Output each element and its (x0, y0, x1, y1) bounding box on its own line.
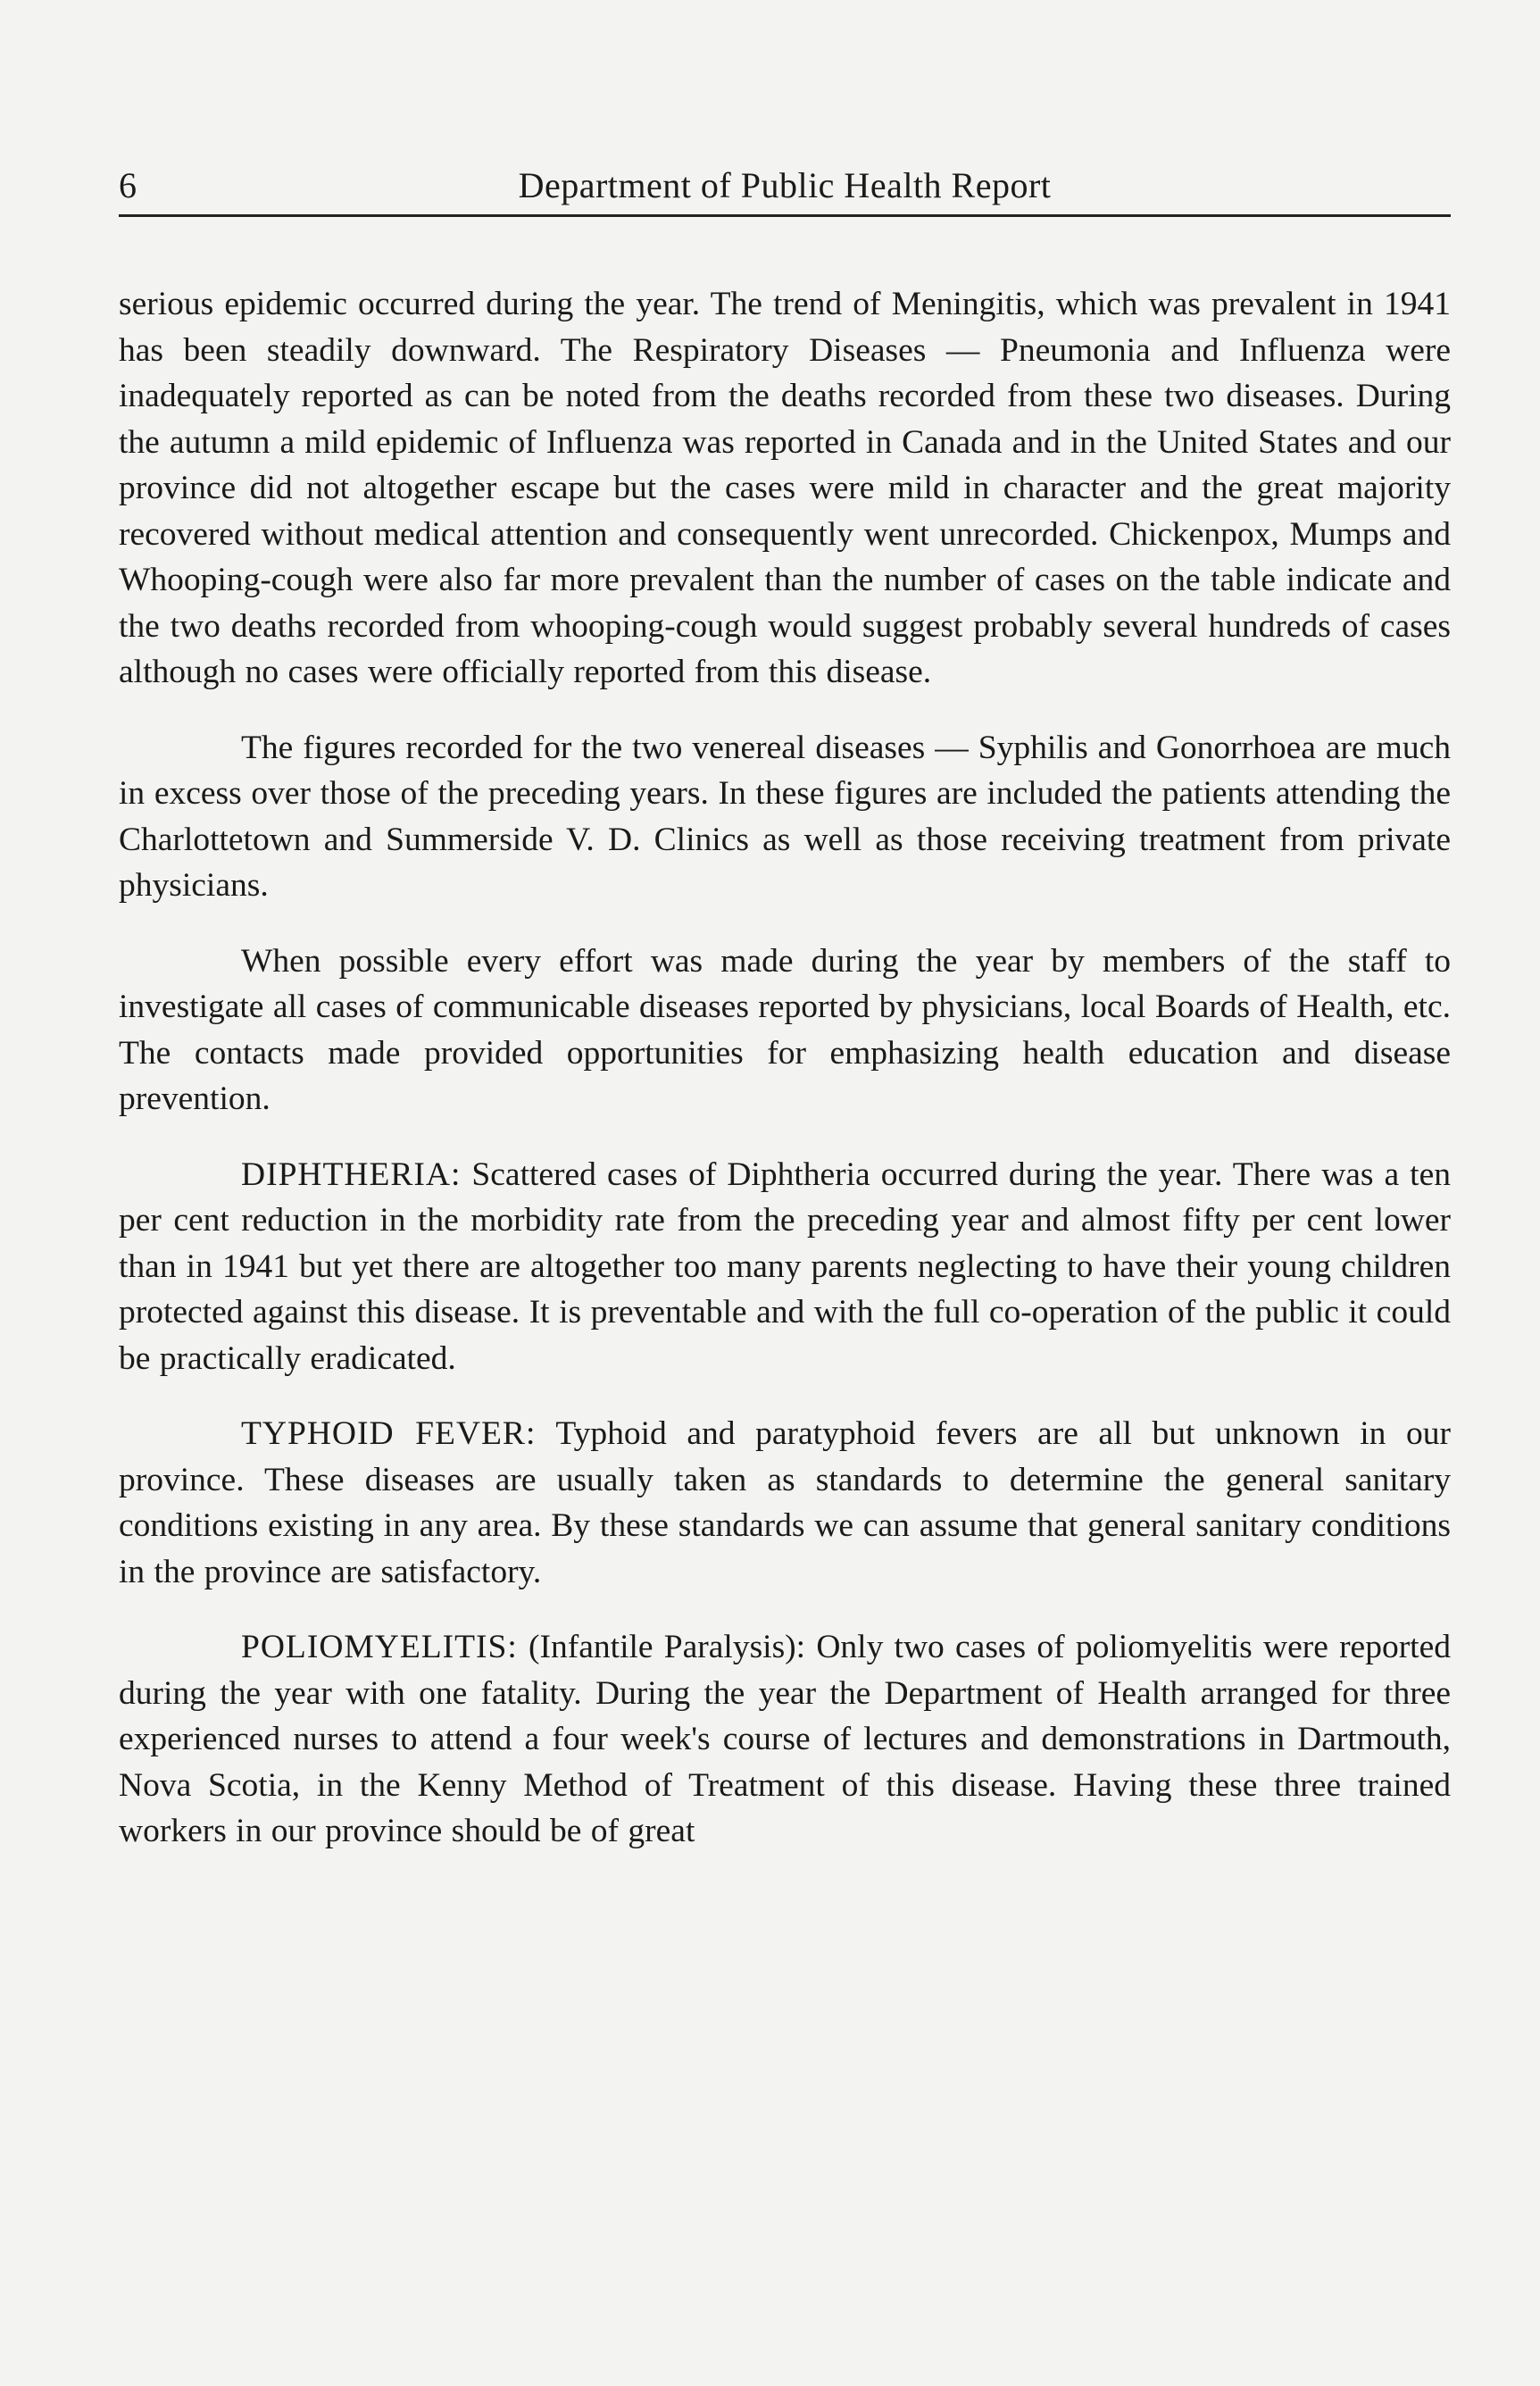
paragraph-epidemic-summary (119, 281, 1451, 696)
paragraph-typhoid (119, 1411, 1451, 1595)
running-title: Department of Public Health Report (518, 165, 1052, 205)
paragraph-venereal-diseases (119, 725, 1451, 909)
paragraph-text: Typhoid and paratyphoid fevers are all but unknown in our province. These diseases are usually taken as standards to determine the general sanitary conditions existing in any area. By these standards we can assume that general sanitary conditions in the province are satisfactory. (119, 1415, 1451, 1590)
section-heading-poliomyelitis: POLIOMYELITIS: (241, 1629, 518, 1665)
section-heading-diphtheria: DIPHTHERIA: (241, 1155, 462, 1193)
paragraph-staff-investigation (119, 939, 1451, 1122)
page-header (119, 159, 1451, 217)
page-number: 6 (119, 165, 137, 205)
section-subheading-infantile-paralysis: (Infantile Paralysis): (529, 1629, 806, 1665)
paragraph-text: Only two cases of poliomyelitis were reported during the year with one fatality. During the year the Department of Health arranged for three experienced nurses to attend a four week's course of lectures and demonstrations in Dartmouth, Nova Scotia, in the Kenny Method of Treatment of this disease. Having these three trained workers in our province should be of great (119, 1629, 1451, 1849)
body-text (119, 281, 1451, 1855)
paragraph-text: Scattered cases of Diphtheria occurred during the year. There was a ten per cent reduction in the morbidity rate from the preceding year and almost fifty per cent lower than in 1941 but yet there are altogether too many parents neglecting to have their young children protected against this disease. It is preventable and with the full co-operation of the public it could be practically eradicated. (119, 1155, 1451, 1377)
paragraph-text: serious epidemic occurred during the year. The trend of Meningitis, which was prevalent in 1941 has been steadily downward. The Respiratory Diseases — Pneumonia and Influenza were inadequately reported as can be noted from the deaths recorded from these two diseases. During the autumn a mild epidemic of Influenza was reported in Canada and in the United States and our province did not altogether escape but the cases were mild in character and the great majority recovered without medical attention and consequently went unrecorded. Chickenpox, Mumps and Whooping-cough were also far more prevalent than the number of cases on the table indicate and the two deaths recorded from whooping-cough would suggest probably several hundreds of cases although no cases were officially reported from this disease. (119, 286, 1451, 690)
paragraph-poliomyelitis (119, 1624, 1451, 1855)
paragraph-text: The figures recorded for the two venereal diseases — Syphilis and Gonorrhoea are much in excess over those of the preceding years. In these figures are included the patients attending the Charlottetown and Summerside V. D. Clinics as well as those receiving treatment from private physicians. (119, 729, 1451, 904)
paragraph-diphtheria (119, 1152, 1451, 1382)
section-heading-typhoid: TYPHOID FEVER: (241, 1415, 537, 1452)
paragraph-text: When possible every effort was made during the year by members of the staff to investigate all cases of communicable diseases reported by physicians, local Boards of Health, etc. The contacts made provided opportunities for emphasizing health education and disease prevention. (119, 942, 1451, 1117)
